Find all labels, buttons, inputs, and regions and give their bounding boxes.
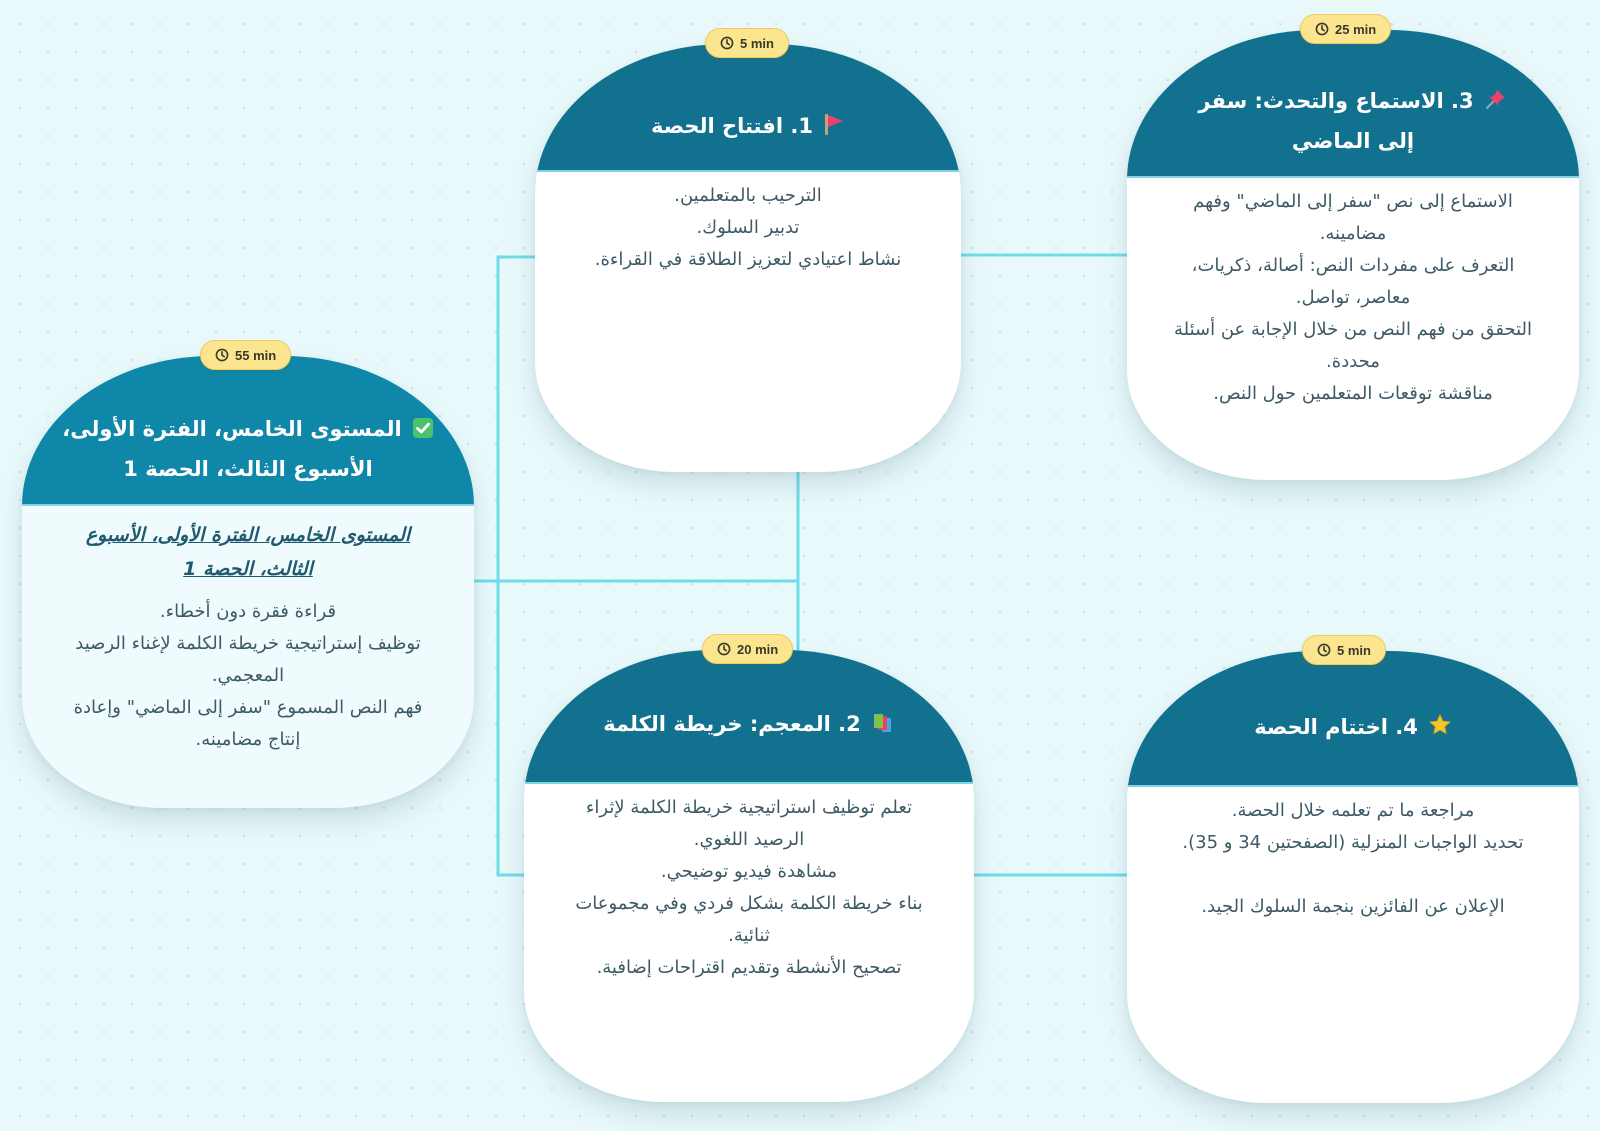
star-icon [1428,712,1452,749]
step-2-body [524,784,974,984]
flag-icon [823,111,845,148]
root-card-body [22,506,474,756]
clock-icon [1315,22,1329,36]
step-4-body [1127,787,1579,923]
root-card[interactable] [22,356,474,808]
activity-item: نشاط اعتيادي لتعزيز الطلاقة في القراءة. [594,249,902,270]
objective-item: قراءة فقرة دون أخطاء. [159,601,337,622]
activity-item: مناقشة توقعات المتعلمين حول النص. [1213,383,1493,404]
step-card-1[interactable] [535,44,961,472]
step-1-title: 1. افتتاح الحصة [651,108,845,148]
activity-item: مشاهدة فيديو توضيحي. [660,861,838,882]
step-4-header [1127,651,1579,787]
duration-badge-step-4 [1302,635,1386,665]
activity-item: تعلم توظيف استراتيجية خريطة الكلمة لإثراء الرصيد اللغوي. [585,797,913,850]
step-3-body [1127,178,1579,410]
books-icon [871,709,895,746]
check-box-icon [412,414,434,451]
duration-badge-root [200,340,291,370]
activity-item: تصحيح الأنشطة وتقديم اقتراحات إضافية. [596,957,902,978]
step-4-title: 4. اختتام الحصة [1254,709,1452,749]
activity-item: بناء خريطة الكلمة بشكل فردي وفي مجموعات ثنائية. [575,893,923,946]
objective-item: توظيف إستراتيجية خريطة الكلمة لإغناء الرصيد المعجمي. [75,633,421,686]
activity-item: تدبير السلوك. [696,217,800,238]
pushpin-icon [1484,86,1508,123]
step-2-title: 2. المعجم: خريطة الكلمة [603,706,895,746]
root-subtitle-link[interactable]: المستوى الخامس، الفترة الأولى، الأسبوع الثالث، الحصة 1 [85,524,411,580]
objective-item: فهم النص المسموع "سفر إلى الماضي" وإعادة إنتاج مضامينه. [73,697,423,750]
duration-badge-step-1 [705,28,789,58]
duration-badge-step-2 [702,634,793,664]
clock-icon [717,642,731,656]
step-card-3[interactable] [1127,30,1579,480]
duration-label: 5 min [1337,642,1371,658]
activity-item: تحديد الواجبات المنزلية (الصفحتين 34 و 35). [1182,832,1524,853]
activity-item: التعرف على مفردات النص: أصالة، ذكريات، معاصر، تواصل. [1191,255,1515,308]
root-title: المستوى الخامس، الفترة الأولى، الأسبوع الثالث، الحصة 1 [62,411,434,488]
step-3-title: 3. الاستماع والتحدث: سفر إلى الماضي [1167,83,1539,160]
duration-badge-step-3 [1300,14,1391,44]
step-card-2[interactable] [524,650,974,1102]
clock-icon [720,36,734,50]
duration-label: 25 min [1335,21,1377,37]
activity-item: التحقق من فهم النص من خلال الإجابة عن أسئلة محددة. [1173,319,1532,372]
duration-label: 55 min [235,347,277,363]
duration-label: 20 min [737,641,779,657]
activity-item: الإعلان عن الفائزين بنجمة السلوك الجيد. [1201,896,1505,917]
activity-item: الترحيب بالمتعلمين. [674,185,822,206]
root-card-header [22,356,474,506]
step-card-4[interactable] [1127,651,1579,1103]
step-3-header [1127,30,1579,178]
step-1-body [535,172,961,276]
spacer [1157,859,1549,891]
clock-icon [215,348,229,362]
activity-item: مراجعة ما تم تعلمه خلال الحصة. [1231,800,1475,821]
clock-icon [1317,643,1331,657]
duration-label: 5 min [740,35,774,51]
activity-item: الاستماع إلى نص "سفر إلى الماضي" وفهم مضامينه. [1193,191,1513,244]
step-1-header [535,44,961,172]
step-2-header [524,650,974,784]
